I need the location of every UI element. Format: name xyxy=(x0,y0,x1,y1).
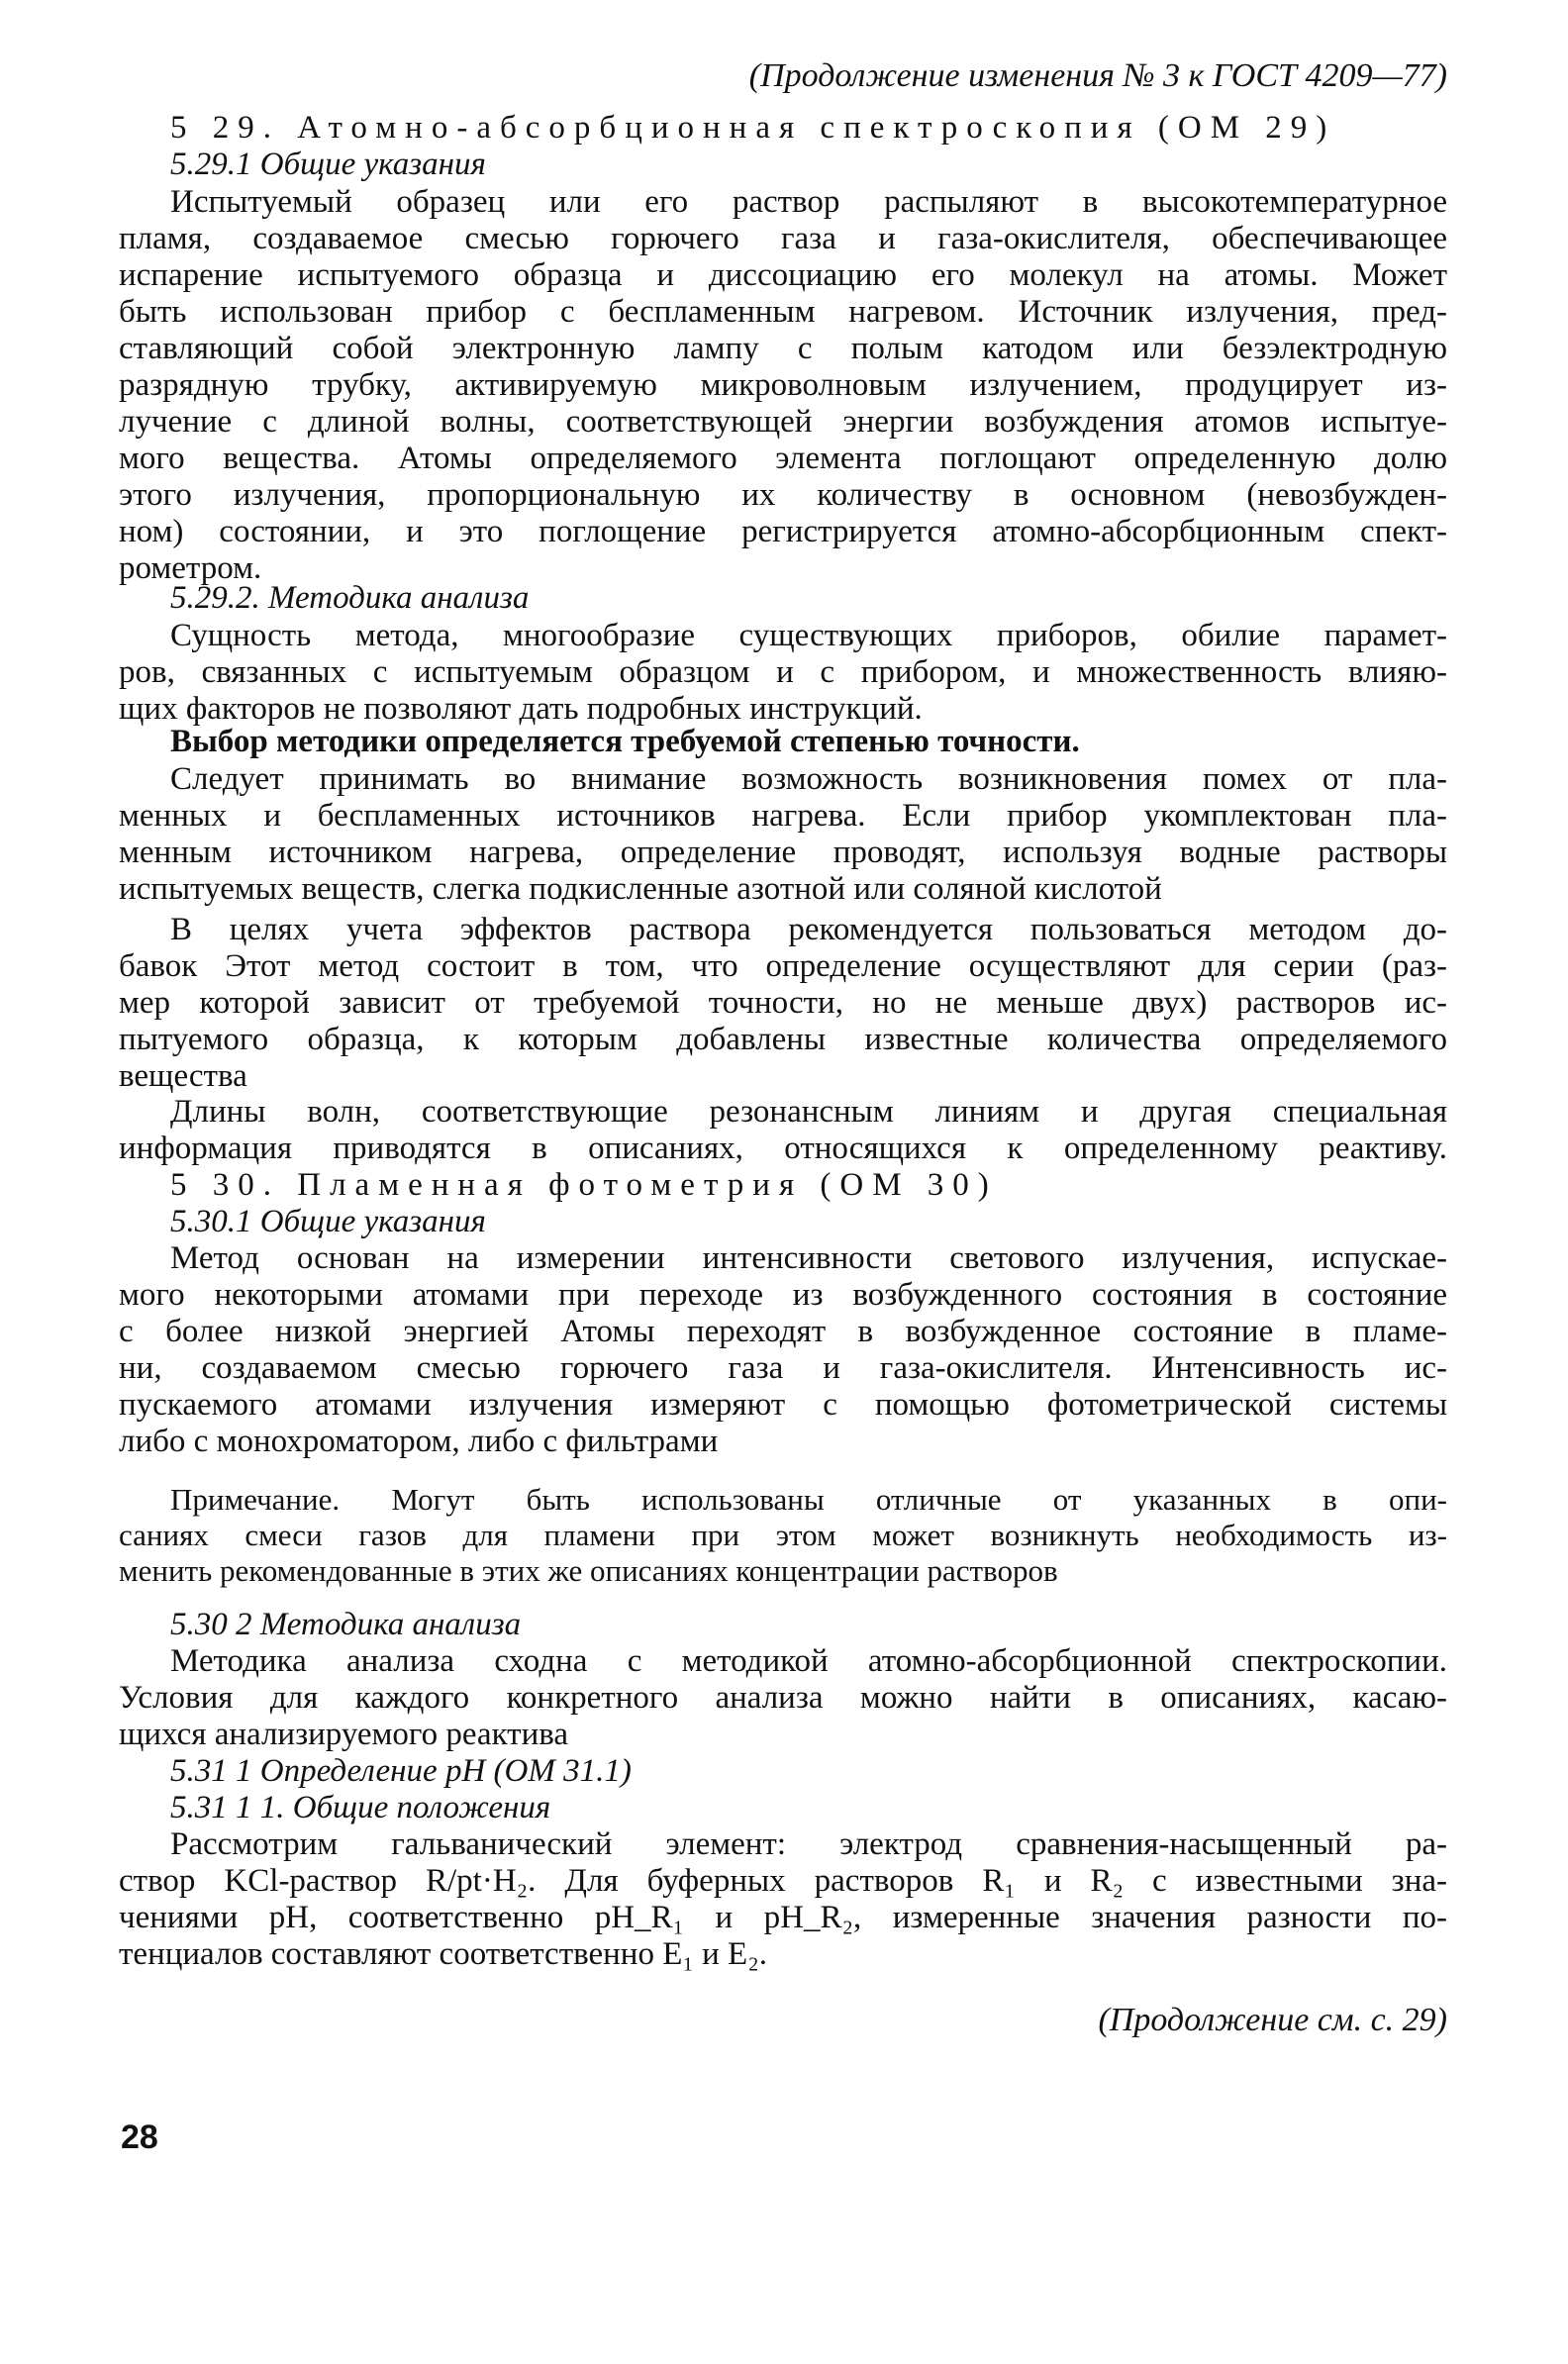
text-line: ров, связанных с испытуемым образцом и с прибором, и множественность влияю- xyxy=(119,654,1447,690)
text-line: мер которой зависит от требуемой точности, но не меньше двух) растворов ис- xyxy=(119,985,1447,1021)
text-line: мого вещества. Атомы определяемого элемента поглощают определенную долю xyxy=(119,441,1447,476)
continuation-footer: (Продолжение см. с. 29) xyxy=(1098,2002,1447,2038)
text-line: В целях учета эффектов раствора рекомендуется пользоваться методом до- xyxy=(170,912,1447,947)
text-line: тенциалов составляют соответственно E₁ и E₂. xyxy=(119,1936,767,1972)
subsection-heading-5-30-1: 5.30.1 Общие указания xyxy=(170,1204,486,1239)
note-line: Примечание. Могут быть использованы отличные от указанных в опи- xyxy=(170,1482,1447,1517)
text-line: ни, создаваемом смесью горючего газа и газа-окислителя. Интенсивность ис- xyxy=(119,1350,1447,1386)
text-line: Рассмотрим гальванический элемент: электрод сравнения-насыщенный ра- xyxy=(170,1826,1447,1862)
text-line: испытуемых веществ, слегка подкисленные азотной или соляной кислотой xyxy=(119,871,1162,907)
text-line: бавок Этот метод состоит в том, что определение осуществляют для серии (раз- xyxy=(119,948,1447,984)
text-line: либо с монохроматором, либо с фильтрами xyxy=(119,1424,719,1459)
text-line: Сущность метода, многообразие существующих приборов, обилие парамет- xyxy=(170,618,1447,653)
text-line: Следует принимать во внимание возможность возникновения помех от пла- xyxy=(170,761,1447,797)
text-line: этого излучения, пропорциональную их количеству в основном (невозбужден- xyxy=(119,477,1447,513)
note-line: менить рекомендованные в этих же описаниях концентрации растворов xyxy=(119,1553,1058,1588)
text-line: ном) состоянии, и это поглощение регистрируется атомно-абсорбционным спект- xyxy=(119,514,1447,549)
subsection-heading-5-29-2: 5.29.2. Методика анализа xyxy=(170,580,530,616)
subsection-heading-5-31-1-1: 5.31 1 1. Общие положения xyxy=(170,1790,551,1825)
text-line: щихся анализируемого реактива xyxy=(119,1717,569,1752)
text-line: рометром. xyxy=(119,550,262,586)
text-line: Испытуемый образец или его раствор распыляют в высокотемпературное xyxy=(170,184,1447,220)
text-line: вещества xyxy=(119,1058,247,1094)
text-line: пытуемого образца, к которым добавлены известные количества определяемого xyxy=(119,1022,1447,1057)
text-line: испарение испытуемого образца и диссоциацию его молекул на атомы. Может xyxy=(119,257,1447,293)
text-line: быть использован прибор с беспламенным нагревом. Источник излучения, пред- xyxy=(119,294,1447,330)
note-line: саниях смеси газов для пламени при этом может возникнуть необходимость из- xyxy=(119,1518,1447,1552)
text-line: менных и беспламенных источников нагрева. Если прибор укомплектован пла- xyxy=(119,798,1447,834)
text-line: с более низкой энергией Атомы переходят в возбужденное состояние в пламе- xyxy=(119,1314,1447,1349)
section-heading-5-30: 5 30. Пламенная фотометрия (ОМ 30) xyxy=(170,1167,998,1203)
text-line: менным источником нагрева, определение проводят, используя водные растворы xyxy=(119,835,1447,870)
text-line: чениями рН, соответственно pH_R₁ и pH_R₂, измеренные значения разности по- xyxy=(119,1900,1447,1935)
text-line: Методика анализа сходна с методикой атомно-абсорбционной спектроскопии. xyxy=(170,1643,1447,1679)
text-line: ставляющий собой электронную лампу с полым катодом или безэлектродную xyxy=(119,331,1447,366)
text-line: щих факторов не позволяют дать подробных инструкций. xyxy=(119,691,923,727)
page-number: 28 xyxy=(121,2118,158,2156)
text-line: мого некоторыми атомами при переходе из возбужденного состояния в состояние xyxy=(119,1277,1447,1313)
text-line: Метод основан на измерении интенсивности светового излучения, испускае- xyxy=(170,1240,1447,1276)
section-heading-5-29: 5 29. Атомно-абсорбционная спектроскопия (ОМ 29) xyxy=(170,110,1336,146)
text-line: пламя, создаваемое смесью горючего газа и газа-окислителя, обеспечивающее xyxy=(119,221,1447,256)
text-line: Условия для каждого конкретного анализа можно найти в описаниях, касаю- xyxy=(119,1680,1447,1716)
subsection-heading-5-30-2: 5.30 2 Методика анализа xyxy=(170,1607,522,1642)
text-line: информация приводятся в описаниях, относящихся к определенному реактиву. xyxy=(119,1131,1447,1166)
subsection-heading-5-31-1: 5.31 1 Определение рН (ОМ 31.1) xyxy=(170,1753,632,1789)
text-line: разрядную трубку, активируемую микроволновым излучением, продуцирует из- xyxy=(119,367,1447,403)
text-line: Выбор методики определяется требуемой степенью точности. xyxy=(170,724,1080,759)
continuation-header: (Продолжение изменения № 3 к ГОСТ 4209—77) xyxy=(748,57,1447,94)
text-line: пускаемого атомами излучения измеряют с помощью фотометрической системы xyxy=(119,1387,1447,1423)
subsection-heading-5-29-1: 5.29.1 Общие указания xyxy=(170,147,486,182)
text-line: Длины волн, соответствующие резонансным линиям и другая специальная xyxy=(170,1094,1447,1130)
text-line: лучение с длиной волны, соответствующей энергии возбуждения атомов испытуе- xyxy=(119,404,1447,440)
text-line: створ KCl-раствор R/pt·H₂. Для буферных растворов R₁ и R₂ с известными зна- xyxy=(119,1863,1447,1899)
